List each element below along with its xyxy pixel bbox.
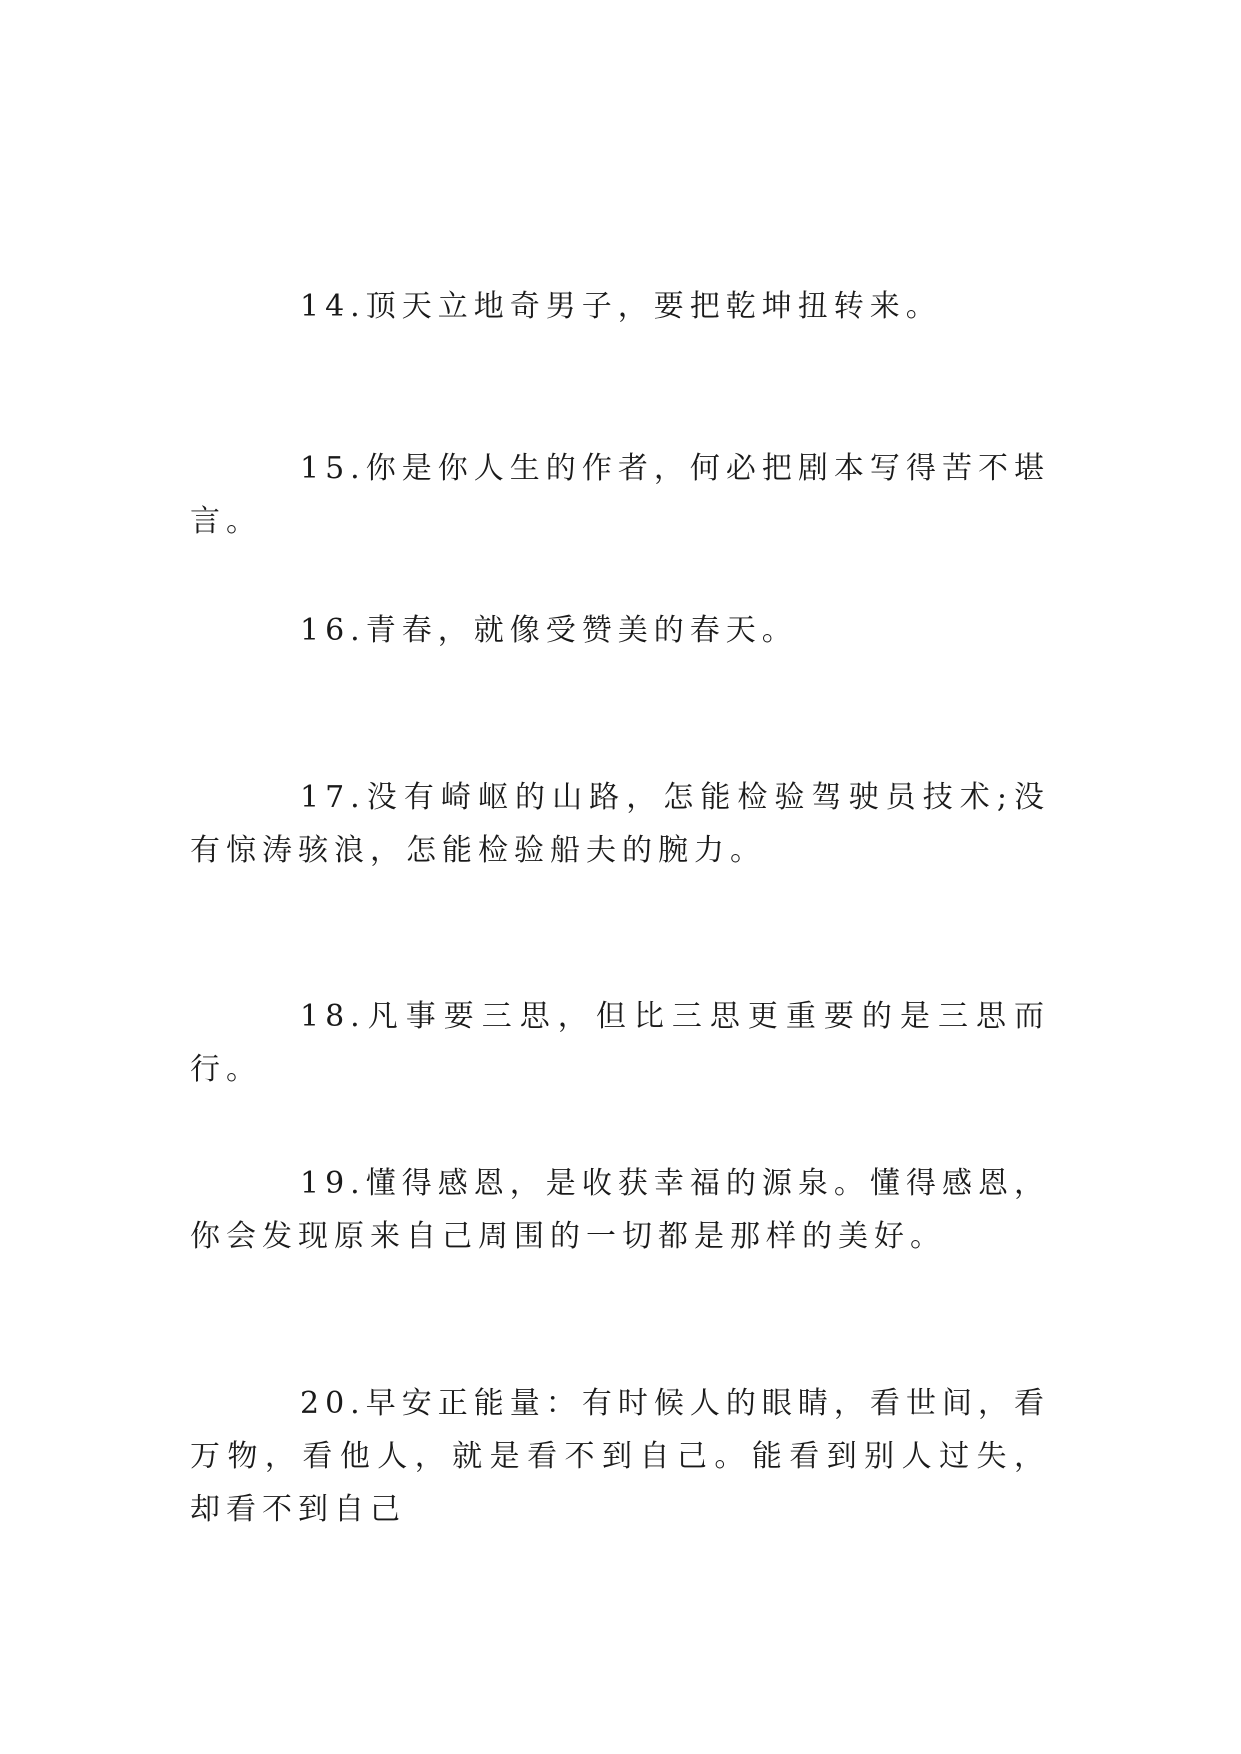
paragraph-15: 15.你是你人生的作者，何必把剧本写得苦不堪言。 [190, 451, 1050, 539]
paragraph-14: 14.顶天立地奇男子，要把乾坤扭转来。 [300, 289, 942, 324]
paragraph-17: 17.没有崎岖的山路，怎能检验驾驶员技术;没有惊涛骇浪，怎能检验船夫的腕力。 [190, 780, 1050, 868]
paragraph-16: 16.青春，就像受赞美的春天。 [300, 613, 798, 648]
paragraph-18: 18.凡事要三思，但比三思更重要的是三思而行。 [190, 999, 1050, 1087]
paragraph-20: 20.早安正能量：有时候人的眼睛，看世间，看万物，看他人，就是看不到自己。能看到别人过失，却看不到自己 [190, 1386, 1050, 1527]
paragraph-19: 19.懂得感恩，是收获幸福的源泉。懂得感恩，你会发现原来自己周围的一切都是那样的美好。 [190, 1166, 1050, 1254]
